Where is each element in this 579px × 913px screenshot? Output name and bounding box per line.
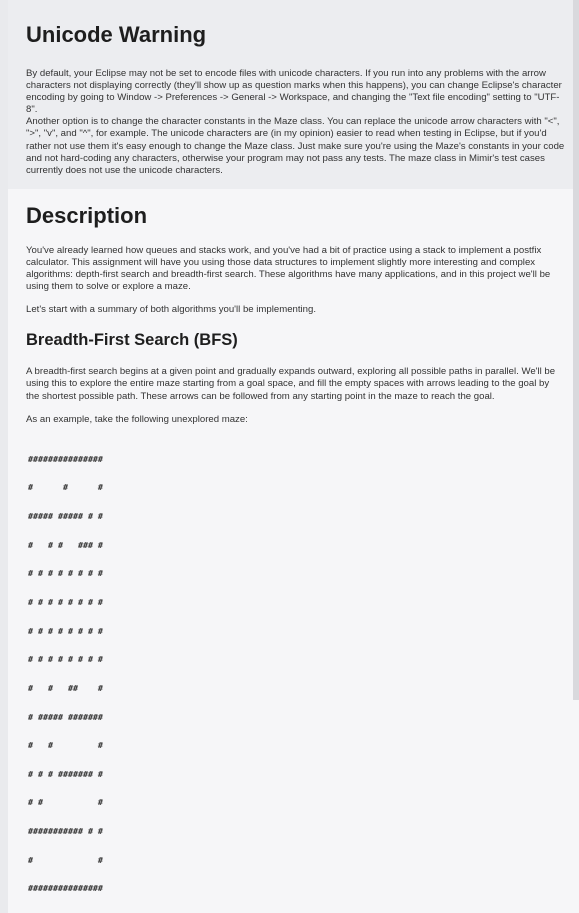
bfs-paragraph-1: A breadth-first search begins at a given point and gradually expands outward, exploring all possible paths in parallel. We'll be using this to explore the entire maze starting from a goal space, and fill the empty spaces with arrows leading to the goal by the shortest possible path. These arrows can be followed from any starting point in the maze to reach the goal.: [26, 366, 556, 402]
unicode-warning-section: [8, 0, 579, 189]
maze-row: # #: [28, 854, 103, 865]
maze-row: # # # # # # # #: [28, 625, 103, 636]
unicode-warning-heading: Unicode Warning: [26, 22, 207, 47]
description-paragraph-1: You've already learned how queues and stacks work, and you've had a bit of practice using a stack to implement a postfix calculator. This assignment will have you using those data structures to implement slightly more interesting and complex algorithms: depth-first search and breadth-first search. These algorithms have many applications, and in this project we'll be using them to solve or explore a maze.: [26, 244, 551, 293]
page-edge-shadow: [573, 0, 579, 700]
maze-row: # # #: [28, 482, 103, 493]
description-paragraph-2: Let's start with a summary of both algorithms you'll be implementing.: [26, 304, 317, 316]
unicode-warning-paragraph-1: By default, your Eclipse may not be set to encode files with unicode characters. If you run into any problems with the arrow characters not displaying correctly (they'll show up as question marks when this happens), you can change Eclipse's character encoding by going to Window -> Preferences -> General -> Workspace, and changing the "Text file encoding" setting to "UTF-8".: [26, 68, 562, 116]
maze-row: # ##### #######: [28, 711, 103, 722]
maze-row: # # # ### #: [28, 539, 103, 550]
bfs-heading: Breadth-First Search (BFS): [26, 331, 238, 350]
maze-row: ###############: [28, 453, 103, 464]
maze-row: # # #: [28, 797, 103, 808]
maze-row: # # # # # # # #: [28, 596, 103, 607]
maze-row: ###############: [28, 883, 103, 894]
maze-row: ########### # #: [28, 826, 103, 837]
maze-row: # # #: [28, 740, 103, 751]
description-section: [8, 189, 579, 913]
unexplored-maze: [28, 436, 565, 913]
document-page: [8, 0, 579, 894]
maze-row: # # # # # # # #: [28, 654, 103, 665]
maze-row: ##### ##### # #: [28, 511, 103, 522]
maze-row: # # # ####### #: [28, 768, 103, 779]
bfs-paragraph-2: As an example, take the following unexplored maze:: [26, 413, 248, 425]
unicode-warning-paragraph-2: Another option is to change the character constants in the Maze class. You can replace the unicode arrow characters with "<", ">", "v", and "^", for example. The unicode characters are (in my opinion) easier to read when testing in Eclipse, but if you'd rather not use them it's easy enough to change the Maze class. Just make sure you're using the Maze's constants in your code and not hard-coding any characters, otherwise your program may not pass any tests. The maze class in Mimir's test cases currently does not use the unicode characters.: [26, 116, 565, 176]
description-heading: Description: [26, 202, 148, 228]
maze-row: # # ## #: [28, 682, 103, 693]
maze-row: # # # # # # # #: [28, 568, 103, 579]
